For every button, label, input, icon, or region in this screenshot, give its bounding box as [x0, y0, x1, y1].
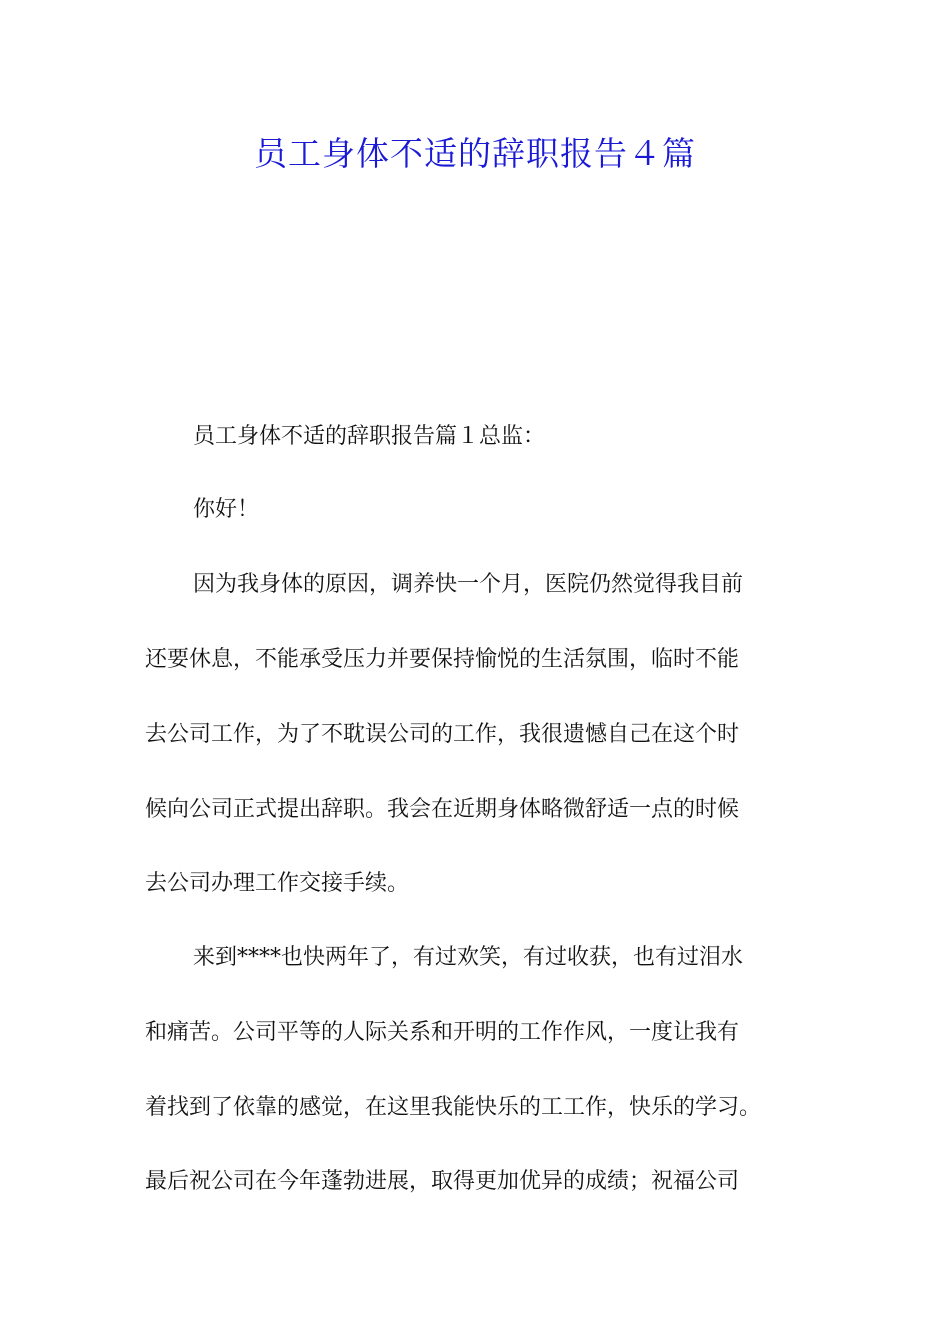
salutation-heading: 员工身体不适的辞职报告篇１总监： — [193, 424, 546, 449]
paragraph-line: 去公司办理工作交接手续。 — [145, 871, 410, 896]
greeting-line: 你好！ — [193, 497, 260, 522]
paragraph-line: 来到****也快两年了，有过欢笑，有过收获，也有过泪水 — [193, 945, 744, 970]
paragraph-line: 着找到了依靠的感觉，在这里我能快乐的工工作，快乐的学习。 — [145, 1095, 762, 1120]
paragraph-line: 因为我身体的原因，调养快一个月，医院仍然觉得我目前 — [193, 572, 744, 597]
paragraph-line: 候向公司正式提出辞职。我会在近期身体略微舒适一点的时候 — [145, 797, 740, 822]
paragraph-line: 和痛苦。公司平等的人际关系和开明的工作作风，一度让我有 — [145, 1020, 740, 1045]
paragraph-line: 还要休息，不能承受压力并要保持愉悦的生活氛围，临时不能 — [145, 647, 740, 672]
paragraph-line: 最后祝公司在今年蓬勃进展，取得更加优异的成绩；祝福公司 — [145, 1169, 740, 1194]
document-title: 员工身体不适的辞职报告４篇 — [254, 134, 696, 173]
paragraph-line: 去公司工作，为了不耽误公司的工作，我很遗憾自己在这个时 — [145, 722, 740, 747]
